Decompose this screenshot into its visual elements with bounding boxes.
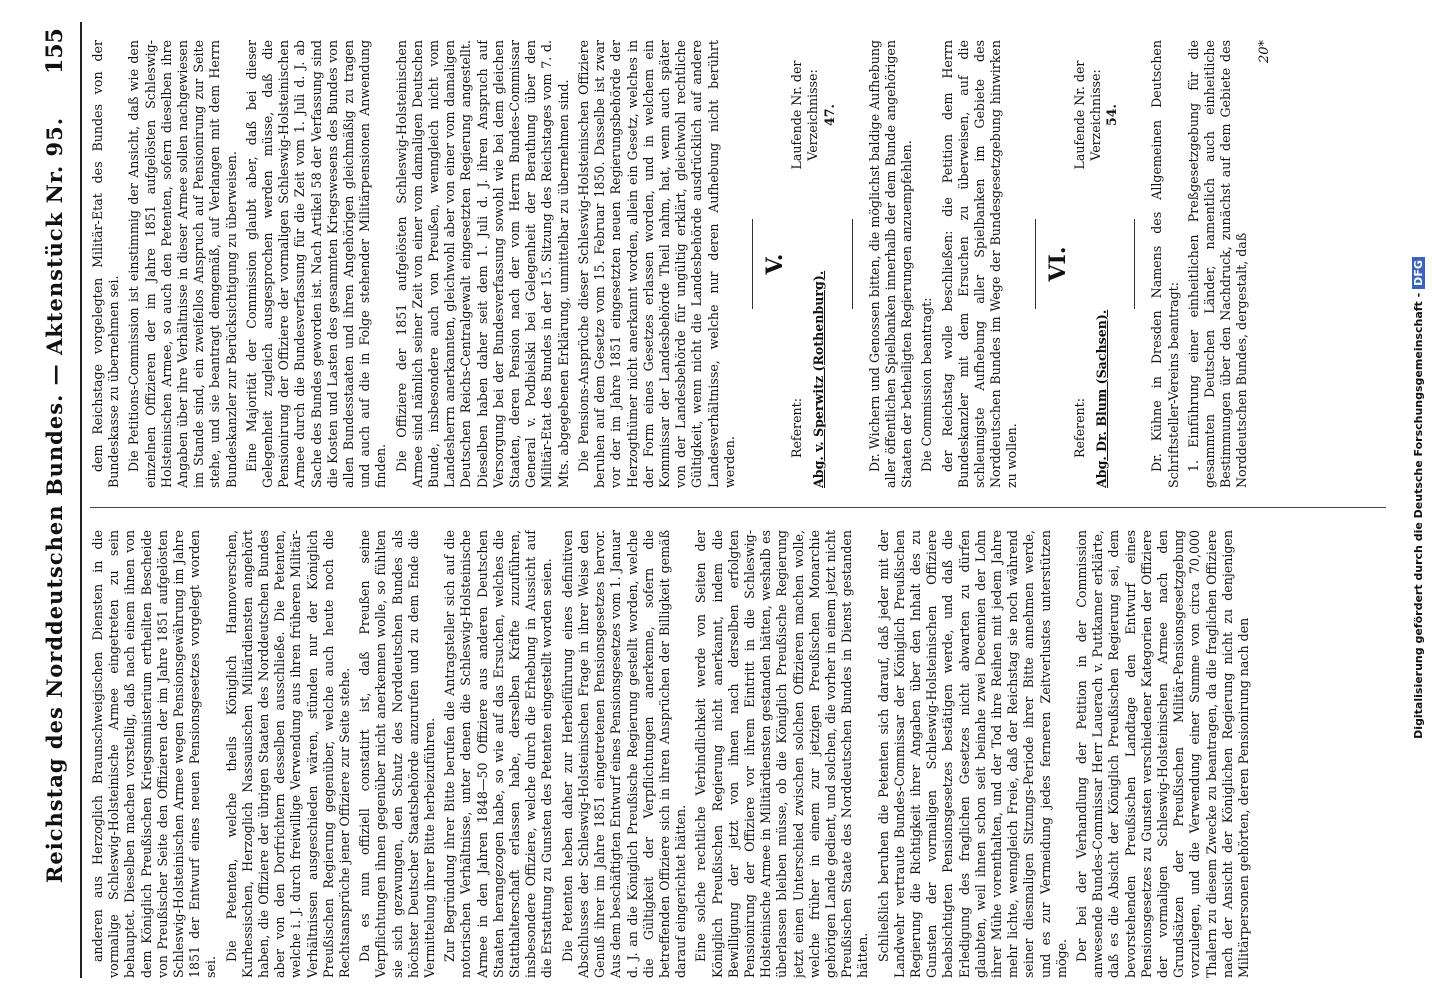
paragraph: Der bei der Verhandlung der Petition in der Commission anwesende Bundes-Commissar Herr Lauerach v. Puttkamer erklärte, daß es die Absicht der Königlich Preußischen Regierung sei, dem bevorstehenden Preußischen Landtage den Entwurf eines Pensionsgesetzes zu Gunsten verschiedener Kategorien der Offiziere der vormaligen Schleswig-Holsteinischen Armee nach den Grundsätzen der Preußischen Militär-Pensionsgesetzgebung vorzulegen, und die Verwendung einer Summe von circa 70,000 Thalern zu diesem Zwecke zu beantragen, da die fraglichen Offiziere nach der Ansicht der Königlichen Regierung nicht zu denjenigen Militärpersonen gehörten, deren Pensionirung nach den xyxy=(1073,530,1252,978)
right-column xyxy=(90,40,1390,488)
lfd-label: Laufende Nr. der Verzeichnisse: xyxy=(789,60,821,170)
dfg-logo: DFG xyxy=(1412,257,1425,289)
referent-name: Abg. v. Sperwitz (Rothenburg). xyxy=(811,270,827,488)
digitization-note xyxy=(1412,8,1430,988)
petition-text: Dr. Wichern und Genossen bitten, die möglichst baldige Aufhebung aller öffentlichen Spielbanken innerhalb der dem Bunde angehörigen Staaten der betheiligten Regierungen anzuempfehlen. xyxy=(866,40,915,488)
paragraph: Die Petenten, welche theils Königlich Hannoverschen, Kurhessischen, Herzoglich Nassauischen Militärdiensten angehört haben, die Offiziere der übrigen Staaten des Norddeutschen Bundes aber von den Dorfrichtern desselben ausschließe. Die Petenten, welche i. J. durch freiwillige Verwendung aus ihren früheren Militär-Verhältnissen ausgeschieden wären, stünden nur der Königlich Preußischen Regierung gegenüber, welche auch heute noch die Rechtsansprüche jener Offiziere zur Seite stehe. xyxy=(223,530,353,978)
paragraph: Die Petenten heben daher zur Herbeiführung eines definitiven Abschlusses der Schleswig-Holsteinischen Frage in ihrer Weise den Genuß ihrer im Jahre 1851 eingetretenen Pensionsgesetzes hervor. Aus dem beschäftigten Entwurf eines Pensionsgesetzes vom 1. Januar d. J. an die Königlich Preußische Regierung gestellt worden, welche die Gültigkeit der Verpflichtungen anerkenne, sofern die betreffenden Offiziere sich in ihren Ansprüchen der Billigkeit gemäß darauf eingerichtet hätten. xyxy=(559,530,689,978)
paragraph: Da es nun offiziell constatirt ist, daß Preußen seine Verpflichtungen ihnen gegenüber nicht anerkennen wolle, so fühlten sie sich gezwungen, den Schutz des Norddeutschen Bundes als höchster Deutscher Staatsbehörde anzurufen und zu dem Ende die Vermittelung ihrer Bitte herbeizuführen. xyxy=(357,530,438,978)
section-separator xyxy=(1035,219,1036,309)
lfd-number: 54. xyxy=(1104,104,1120,126)
paragraph: Eine Majorität der Commission glaubt aber, daß bei dieser Gelegenheit zugleich ausgesprochen werden müsse, daß die Pensionirung der Offiziere der vormaligen Schleswig-Holsteinischen Armee durch die Bundesverfassung für die Zeit vom 1. Juli d. J. ab Sache des Bundes geworden ist. Nach Artikel 58 der Verfassung sind die Kosten und Lasten des gesammten Kriegswesens des Bundes von allen Bundesstaaten und ihren Angehörigen gleichmäßig zu tragen und auch auf die in Folge stehender Militärpensionen Anwendung finden. xyxy=(243,40,389,488)
commission-motion: der Reichstag wolle beschließen: die Petition dem Herrn Bundeskanzler mit dem Ersuchen zu überweisen, auf die schleunigste Aufhebung aller Spielbanken im Gebiete des Norddeutschen Bundes im Wege der Bundesgesetzgebung hinwirken zu wollen. xyxy=(939,40,1020,488)
signature-mark: 20* xyxy=(1256,40,1272,64)
referent-name: Abg. Dr. Blum (Sachsen). xyxy=(1093,309,1109,488)
petition-item: 1. Einführung einer einheitlichen Preßgesetzgebung für die gesammten Deutschen Länder, namentlich auch einheitliche Bestimmungen über den Nachdruck, zunächst auf dem Gebiete des Norddeutschen Bundes, dergestalt, daß xyxy=(1185,40,1250,488)
section-heading-vi: VI. xyxy=(1044,246,1071,282)
note-text: Digitalisierung gefördert durch die Deutsche Forschungsgemeinschaft - xyxy=(1412,292,1425,739)
petition-text: Dr. Kühne in Dresden Namens des Allgemeinen Deutschen Schriftsteller-Vereins beantragt: xyxy=(1149,40,1181,488)
paragraph: Die Offiziere der 1851 aufgelösten Schleswig-Holsteinischen Armee sind nämlich seiner Zeit von einer vom damaligen Deutschen Bunde, insbesondere auch von Preußen, wenngleich nicht vom Landesherrn anerkannten, gleichwohl aber von einer vom damaligen Deutschen Reichs-Centralgewalt eingesetzten Regierung angestellt. Dieselben haben daher seit dem 1. Juli d. J. ihren Anspruch auf Versorgung bei der Bundesverfassung sowohl wie bei dem gleichen Staaten, deren Pension nach der vom Herrn Bundes-Commissar General v. Podbielski bei Gelegenheit der Berathung über den Militär-Etat des Bundes in der 15. Sitzung des Reichstages vom 7. d. Mts. abgegebenen Erklärung, unmittelbar zu übernehmen sind. xyxy=(393,40,571,488)
paragraph: Die Pensions-Ansprüche dieser Schleswig-Holsteinischen Offiziere beruhen auf dem Gesetze vom 15. Februar 1850. Dasselbe ist zwar vor der im Jahre 1851 eingesetzten neuen Regierungsbehörde der Herzogthümer nicht anerkannt worden, allein ein Gesetz, welches in der Form eines Gesetzes erlassen worden, und in welchem ein Kommissar der Landesbehörde Theil nahm, hat, wenn auch später von der Landesbehörde für ungültig erklärt, gleichwohl rechtliche Gültigkeit, wenn nicht die Landesbehörde ausdrücklich auf andere Landesverhältnisse, welche nur deren Aufhebung nicht berührt werden. xyxy=(575,40,737,488)
referent-block-v xyxy=(789,40,838,488)
paragraph: dem Reichstage vorgelegten Militär-Etat des Bundes von der Bundeskasse zu übernehmen sei. xyxy=(90,40,122,488)
commission-intro: Die Commission beantragt: xyxy=(919,297,935,472)
section-separator xyxy=(752,219,753,309)
lfd-number-block xyxy=(789,40,838,190)
lfd-number: 47. xyxy=(821,104,837,126)
paragraph: anderen aus Herzoglich Braunschweigischen Diensten in die vormalige Schleswig-Holsteinische Armee eingetreten zu sein behauptet. Dieselben machen vorstellig, daß nach einem ihnen von dem Königlich Preußischen Kriegsministerium ertheilten Bescheide von Preußischer Seite den Offizieren der im Jahre 1851 aufgelösten Schleswig-Holsteinischen Armee wegen Pensionsgewährung im Jahre 1851 der Entwurf eines neuen Pensionsgesetzes vorgelegt worden sei. xyxy=(90,530,219,978)
column-rule xyxy=(90,507,1386,508)
document-page xyxy=(36,22,1396,978)
left-column xyxy=(90,530,1390,978)
section-heading-v: V. xyxy=(761,253,788,275)
lfd-label: Laufende Nr. der Verzeichnisse: xyxy=(1071,60,1103,170)
paragraph: Schließlich beruhen die Petenten sich darauf, daß jeder mit der Landwehr vertraute Bundes-Commissar der Königlich Preußischen Regierung die Richtigkeit ihrer Angaben über den Inhalt des zu Gunsten der vormaligen Schleswig-Holsteinischen Offiziere beabsichtigten Pensionsgesetzes bestätigen werde, und daß die Erledigung des fraglichen Gesetzes nicht abwarten zu dürfen glaubten, weil ihnen schon seit beinahe zwei Decennien der Lohn ihrer Mühe vorenthalten, und der Tod ihre Reihen mit jedem Jahre mehr lichte, wenngleich Freie, daß der Reichstag sie noch während seiner diesmaligen Sitzungs-Periode ihrer Bitte annehmen werde, und es zur Vermeidung jedes ferneren Zeitverlustes unterstützen möge. xyxy=(875,530,1069,978)
referent-label: Referent: xyxy=(1071,398,1087,458)
running-title: Reichstag des Norddeutschen Bundes. — Aktenstück Nr. 95. xyxy=(42,116,67,884)
lfd-number-block xyxy=(1072,40,1121,190)
page-number: 155 xyxy=(42,28,68,74)
section-separator xyxy=(1134,219,1135,309)
paragraph: Zur Begründung ihrer Bitte berufen die Antragsteller sich auf die notorischen Verhältnisse, unter denen die Schleswig-Holsteinische Armee in den Jahren 1848—50 Offiziere aus anderen Deutschen Staaten herangezogen habe, so wie auf das Ersuchen, welches die Statthalterschaft erlassen habe, derselben Kräfte zuzuführen, insbesondere Offiziere, welche durch die Erhebung in Aussicht auf die Erstattung zu Gunsten des Petenten eingestellt worden seien. xyxy=(442,530,555,978)
paragraph: Die Petitions-Commission ist einstimmig der Ansicht, daß wie den einzelnen Offizieren der im Jahre 1851 aufgelösten Schleswig-Holsteinischen Armee, so auch den Petenten, sofern dieselben ihre Angaben über ihre Verhältnisse in dieser Armee sollen nachgewiesen im Stande sind, ein zweifellos Anspruch auf Pensionirung zur Seite stehe, und sie beantragt demgemäß, auf Verlangen mit dem Herrn Bundeskanzler zur Berücksichtigung zu überweisen. xyxy=(126,40,239,488)
referent-label: Referent: xyxy=(789,398,805,458)
section-separator xyxy=(852,219,853,309)
referent-block-vi xyxy=(1072,40,1121,488)
page-header xyxy=(36,22,82,978)
paragraph: Eine solche rechtliche Verbindlichkeit werde von Seiten der Königlich Preußischen Regierung nicht anerkannt, indem die Bewilligung der jetzt von ihnen nach derselben erfolgten Pensionirung der Offiziere vor ihrem Eintritt in die Schleswig-Holsteinische Armee in Militärdiensten gestanden hätten, weshalb es überlassen bleiben müsse, ob die Königlich Preußische Regierung jetzt einen Unterschied zwischen solchen Offizieren machen wolle, welche früher in einem zur jetzigen Preußischen Monarchie gehörigen Lande gedient, und solchen, die vorher in einem jetzt nicht Preußischen Staate des Norddeutschen Bundes in Dienst gestanden hätten. xyxy=(693,530,871,978)
